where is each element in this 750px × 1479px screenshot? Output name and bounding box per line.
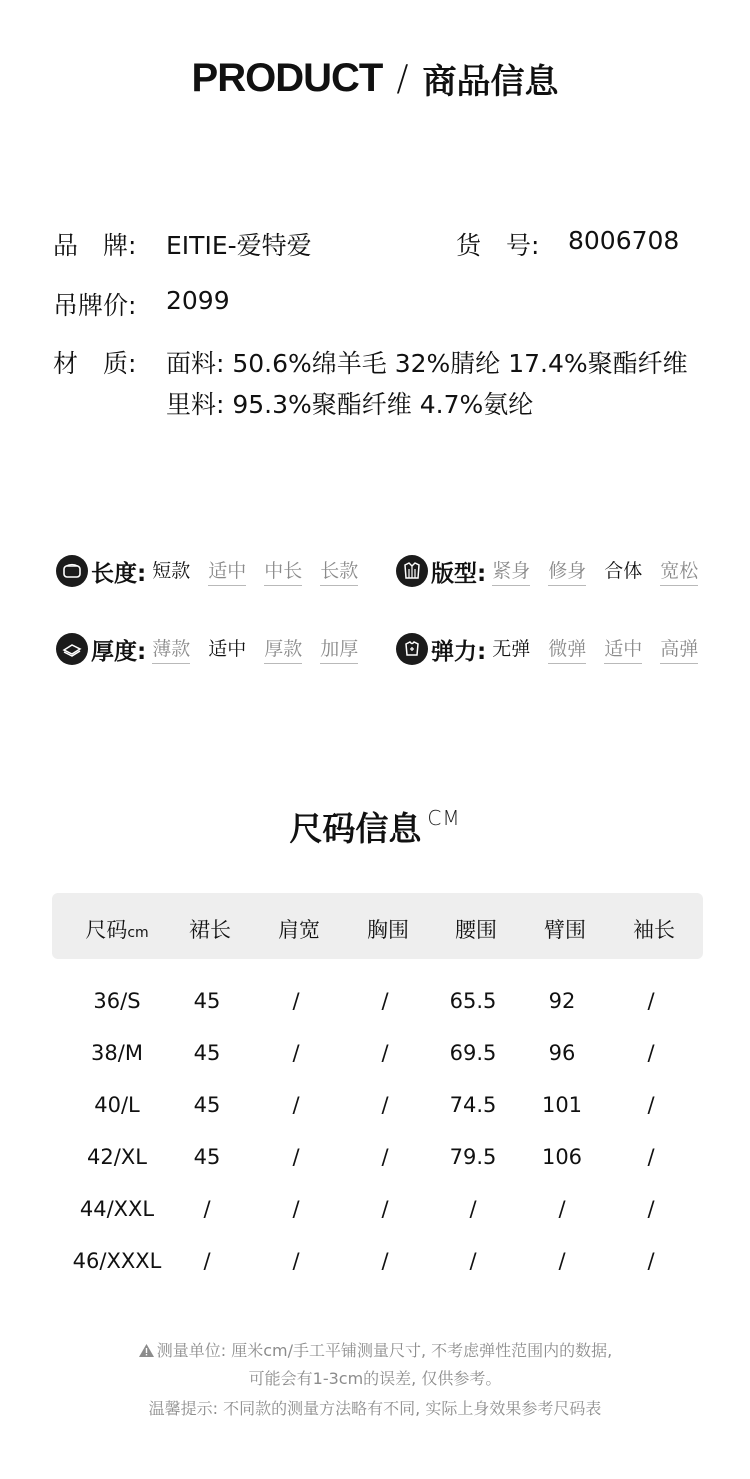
column-header-size <box>62 914 172 944</box>
table-cell: / <box>381 1093 389 1117</box>
table-cell: 96 <box>548 1041 576 1065</box>
column-header-unit: cm <box>127 925 149 941</box>
table-cell: / <box>381 989 389 1013</box>
attribute-name: 长度: <box>91 560 147 587</box>
size-chart-title <box>0 803 750 850</box>
table-cell: / <box>647 1041 655 1065</box>
table-cell: / <box>381 1249 389 1273</box>
table-cell: / <box>292 1093 300 1117</box>
brand-value: EITIE-爱特爱 <box>166 231 312 260</box>
material-lining: 里料: 95.3%聚酯纤维 4.7%氨纶 <box>166 390 534 419</box>
option-thin: 薄款 <box>152 634 190 664</box>
table-cell: / <box>292 1041 300 1065</box>
attribute-length <box>56 554 358 588</box>
option-extra-thick: 加厚 <box>320 634 358 664</box>
price-label: 吊牌价: <box>53 291 137 320</box>
size-cell: 44/XXL <box>79 1197 155 1221</box>
table-cell: / <box>381 1041 389 1065</box>
option-thick: 厚款 <box>264 634 302 664</box>
size-cell: 36/S <box>93 989 141 1013</box>
option-tight: 紧身 <box>492 556 530 586</box>
table-cell: / <box>469 1249 477 1273</box>
dress-icon <box>396 555 428 587</box>
table-cell: 45 <box>193 1041 221 1065</box>
attribute-name: 弹力: <box>431 638 487 665</box>
table-cell: 79.5 <box>449 1145 497 1169</box>
attribute-thickness <box>56 632 358 666</box>
attribute-fit <box>396 554 698 588</box>
title-en: PRODUCT <box>191 56 383 100</box>
option-moderate-stretch: 适中 <box>604 634 642 664</box>
table-cell: 74.5 <box>449 1093 497 1117</box>
table-cell: / <box>647 1145 655 1169</box>
option-loose: 宽松 <box>660 556 698 586</box>
table-cell: / <box>647 1093 655 1117</box>
title-zh: 商品信息 <box>422 62 559 102</box>
table-cell: / <box>203 1197 211 1221</box>
note-line-3: 温馨提示: 不同款的测量方法略有不同, 实际上身效果参考尺码表 <box>148 1399 602 1418</box>
size-title-unit: CM <box>427 805 461 830</box>
measurement-note <box>0 1338 750 1362</box>
option-medium: 适中 <box>208 556 246 586</box>
column-header-waist: 腰围 <box>455 918 497 942</box>
column-header-size-label: 尺码 <box>85 918 128 942</box>
table-cell: / <box>292 1249 300 1273</box>
table-cell: / <box>647 1197 655 1221</box>
table-cell: / <box>558 1249 566 1273</box>
size-cell: 42/XL <box>87 1145 147 1169</box>
option-no-stretch: 无弹 <box>492 634 530 664</box>
table-cell: / <box>469 1197 477 1221</box>
table-cell: 101 <box>541 1093 583 1117</box>
attribute-name: 版型: <box>431 560 487 587</box>
column-header-chest: 胸围 <box>367 918 409 942</box>
material-label: 材 质: <box>53 349 137 378</box>
sku-label: 货 号: <box>456 231 540 260</box>
page-title <box>0 54 750 103</box>
option-moderate: 适中 <box>208 634 246 664</box>
column-header-shoulder: 肩宽 <box>278 918 320 942</box>
option-mid-long: 中长 <box>264 556 302 586</box>
table-cell: 65.5 <box>449 989 497 1013</box>
table-cell: / <box>292 1197 300 1221</box>
table-cell: 92 <box>548 989 576 1013</box>
option-regular: 合体 <box>604 556 642 586</box>
table-cell: 45 <box>193 1093 221 1117</box>
size-table-header <box>52 893 703 959</box>
table-cell: 69.5 <box>449 1041 497 1065</box>
option-slight-stretch: 微弹 <box>548 634 586 664</box>
attribute-name: 厚度: <box>91 638 147 665</box>
table-cell: / <box>558 1197 566 1221</box>
price-value: 2099 <box>166 286 230 315</box>
title-separator: / <box>396 58 409 99</box>
attribute-elasticity <box>396 632 698 666</box>
column-header-arm: 臂围 <box>544 918 586 942</box>
size-title-text: 尺码信息 <box>289 809 422 848</box>
table-cell: 45 <box>193 989 221 1013</box>
option-high-stretch: 高弹 <box>660 634 698 664</box>
table-cell: / <box>381 1197 389 1221</box>
table-cell: / <box>203 1249 211 1273</box>
size-cell: 46/XXXL <box>72 1249 162 1273</box>
size-cell: 38/M <box>91 1041 143 1065</box>
column-header-skirt-length: 裙长 <box>189 918 231 942</box>
stretch-icon <box>396 633 428 665</box>
skirt-icon <box>56 555 88 587</box>
table-cell: 106 <box>541 1145 583 1169</box>
brand-label: 品 牌: <box>53 231 137 260</box>
table-cell: / <box>647 1249 655 1273</box>
option-long: 长款 <box>320 556 358 586</box>
material-outer: 面料: 50.6%绵羊毛 32%腈纶 17.4%聚酯纤维 <box>166 349 688 378</box>
note-line-1: 测量单位: 厘米cm/手工平铺测量尺寸, 不考虑弹性范围内的数据, <box>156 1341 613 1360</box>
warning-icon <box>138 1343 155 1362</box>
option-slim: 修身 <box>548 556 586 586</box>
table-cell: 45 <box>193 1145 221 1169</box>
fabric-icon <box>56 633 88 665</box>
table-cell: / <box>647 989 655 1013</box>
sku-value: 8006708 <box>568 226 680 255</box>
table-cell: / <box>292 1145 300 1169</box>
table-cell: / <box>381 1145 389 1169</box>
size-cell: 40/L <box>94 1093 140 1117</box>
option-short: 短款 <box>152 556 190 586</box>
column-header-sleeve: 袖长 <box>633 918 675 942</box>
table-cell: / <box>292 989 300 1013</box>
note-line-2: 可能会有1-3cm的误差, 仅供参考。 <box>248 1369 502 1388</box>
